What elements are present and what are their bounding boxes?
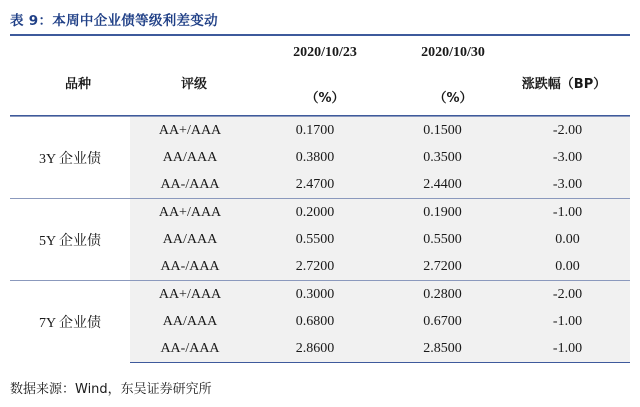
spread-table (10, 116, 630, 363)
value-1023-cell: 0.3000 (250, 281, 380, 309)
change-cell: -1.00 (505, 199, 630, 227)
change-cell: 0.00 (505, 253, 630, 281)
change-cell: 0.00 (505, 226, 630, 253)
value-1030-cell: 0.3500 (380, 144, 505, 171)
table-title: 表 9：本周中企业债等级利差变动 (10, 13, 218, 29)
value-1023-cell: 2.4700 (250, 171, 380, 199)
change-cell: -2.00 (505, 117, 630, 145)
value-1030-cell: 0.1500 (380, 117, 505, 145)
table-row (10, 199, 630, 227)
header-date2: 2020/10/30 (421, 45, 485, 60)
rating-cell: AA-/AAA (130, 335, 250, 363)
rating-cell: AA/AAA (130, 308, 250, 335)
source-note: 数据来源：Wind，东吴证券研究所 (10, 382, 212, 397)
table-row (10, 117, 630, 145)
change-cell: -3.00 (505, 171, 630, 199)
table-body (10, 117, 630, 363)
rating-cell: AA+/AAA (130, 199, 250, 227)
value-1030-cell: 0.1900 (380, 199, 505, 227)
change-cell: -2.00 (505, 281, 630, 309)
value-1023-cell: 0.2000 (250, 199, 380, 227)
rating-cell: AA/AAA (130, 226, 250, 253)
change-cell: -3.00 (505, 144, 630, 171)
product-cell: 5Y 企业债 (10, 199, 130, 281)
rating-cell: AA/AAA (130, 144, 250, 171)
header-date1: 2020/10/23 (293, 45, 357, 60)
header-unit2: （%） (433, 91, 473, 106)
value-1023-cell: 0.5500 (250, 226, 380, 253)
value-1023-cell: 0.6800 (250, 308, 380, 335)
rating-cell: AA+/AAA (130, 117, 250, 145)
header-change: 涨跌幅（BP） (521, 77, 607, 92)
value-1030-cell: 2.4400 (380, 171, 505, 199)
rating-cell: AA+/AAA (130, 281, 250, 309)
header-product: 品种 (64, 77, 91, 92)
header-rating: 评级 (180, 77, 207, 92)
change-cell: -1.00 (505, 335, 630, 363)
top-rule (10, 34, 630, 36)
value-1023-cell: 2.8600 (250, 335, 380, 363)
value-1023-cell: 0.3800 (250, 144, 380, 171)
value-1023-cell: 0.1700 (250, 117, 380, 145)
value-1030-cell: 0.5500 (380, 226, 505, 253)
table-row (10, 281, 630, 309)
rating-cell: AA-/AAA (130, 171, 250, 199)
product-cell: 3Y 企业债 (10, 117, 130, 199)
change-cell: -1.00 (505, 308, 630, 335)
product-cell: 7Y 企业债 (10, 281, 130, 363)
rating-cell: AA-/AAA (130, 253, 250, 281)
value-1030-cell: 0.2800 (380, 281, 505, 309)
value-1030-cell: 2.7200 (380, 253, 505, 281)
header-unit1: （%） (305, 91, 345, 106)
value-1023-cell: 2.7200 (250, 253, 380, 281)
value-1030-cell: 2.8500 (380, 335, 505, 363)
value-1030-cell: 0.6700 (380, 308, 505, 335)
